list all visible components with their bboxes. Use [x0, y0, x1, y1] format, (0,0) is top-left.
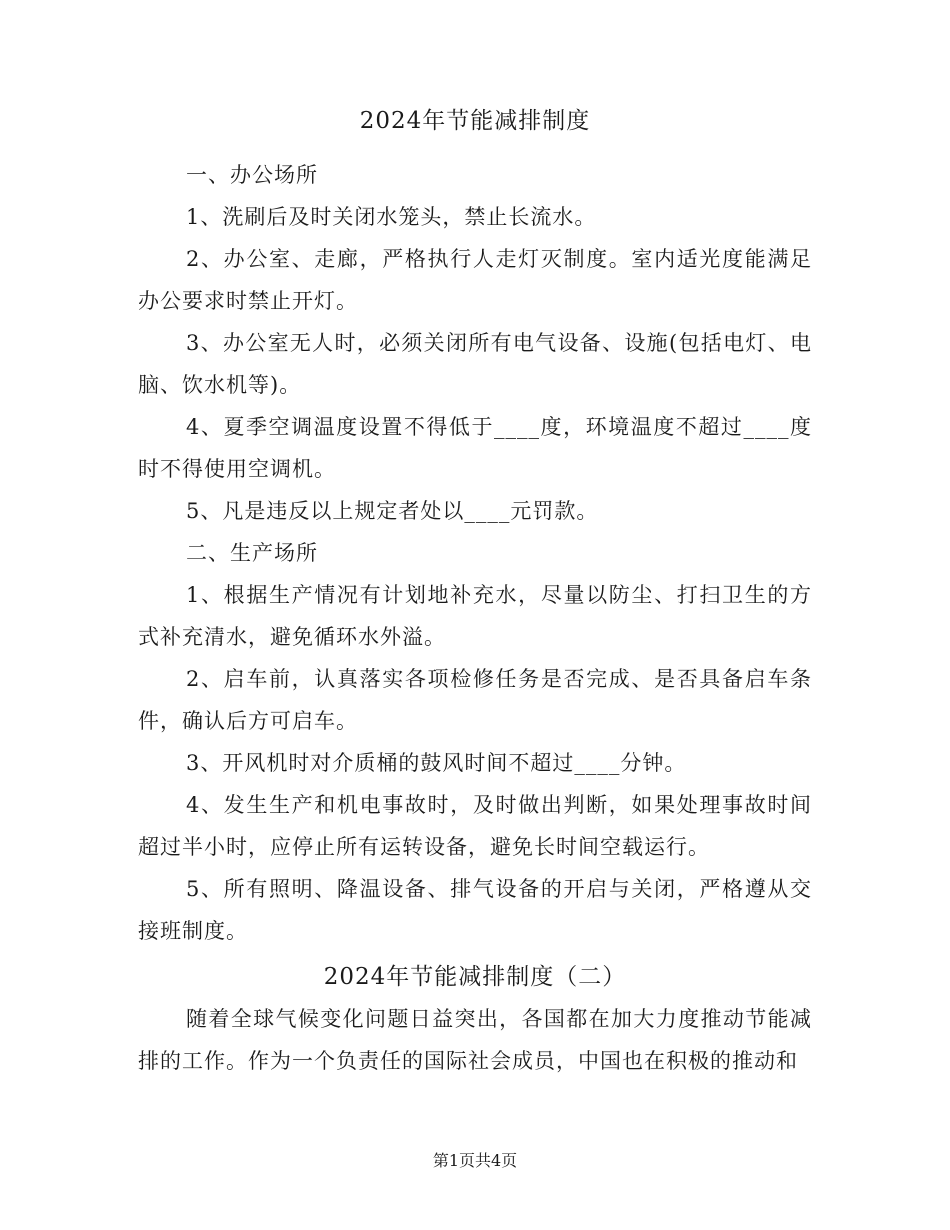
page-number: 第1页共4页: [432, 1151, 518, 1170]
document-body: [138, 100, 812, 1082]
production-rule-1: 1、根据生产情况有计划地补充水，尽量以防尘、打扫卫生的方式补充清水，避免循环水外溢。: [138, 583, 812, 649]
section-heading-office: 一、办公场所: [186, 163, 318, 187]
office-rule-5: 5、凡是违反以上规定者处以____元罚款。: [186, 499, 599, 523]
office-rule-2: 2、办公室、走廊，严格执行人走灯灭制度。室内适光度能满足办公要求时禁止开灯。: [138, 247, 812, 313]
office-rule-3: 3、办公室无人时，必须关闭所有电气设备、设施(包括电灯、电脑、饮水机等)。: [138, 331, 812, 397]
document-subtitle: 2024年节能减排制度（二）: [323, 964, 627, 990]
section-heading-production: 二、生产场所: [186, 541, 318, 565]
intro-paragraph: 随着全球气候变化问题日益突出，各国都在加大力度推动节能减排的工作。作为一个负责任的国际社会成员，中国也在积极的推动和: [138, 1007, 812, 1073]
production-rule-2: 2、启车前，认真落实各项检修任务是否完成、是否具备启车条件，确认后方可启车。: [138, 667, 812, 733]
office-rule-4: 4、夏季空调温度设置不得低于____度，环境温度不超过____度时不得使用空调机。: [138, 415, 812, 481]
production-rule-5: 5、所有照明、降温设备、排气设备的开启与关闭，严格遵从交接班制度。: [138, 877, 812, 943]
production-rule-3: 3、开风机时对介质桶的鼓风时间不超过____分钟。: [186, 751, 687, 775]
office-rule-1: 1、洗刷后及时关闭水笼头，禁止长流水。: [186, 205, 597, 229]
document-title: 2024年节能减排制度: [359, 108, 591, 134]
production-rule-4: 4、发生生产和机电事故时，及时做出判断，如果处理事故时间超过半小时，应停止所有运转设备，避免长时间空载运行。: [138, 793, 812, 859]
